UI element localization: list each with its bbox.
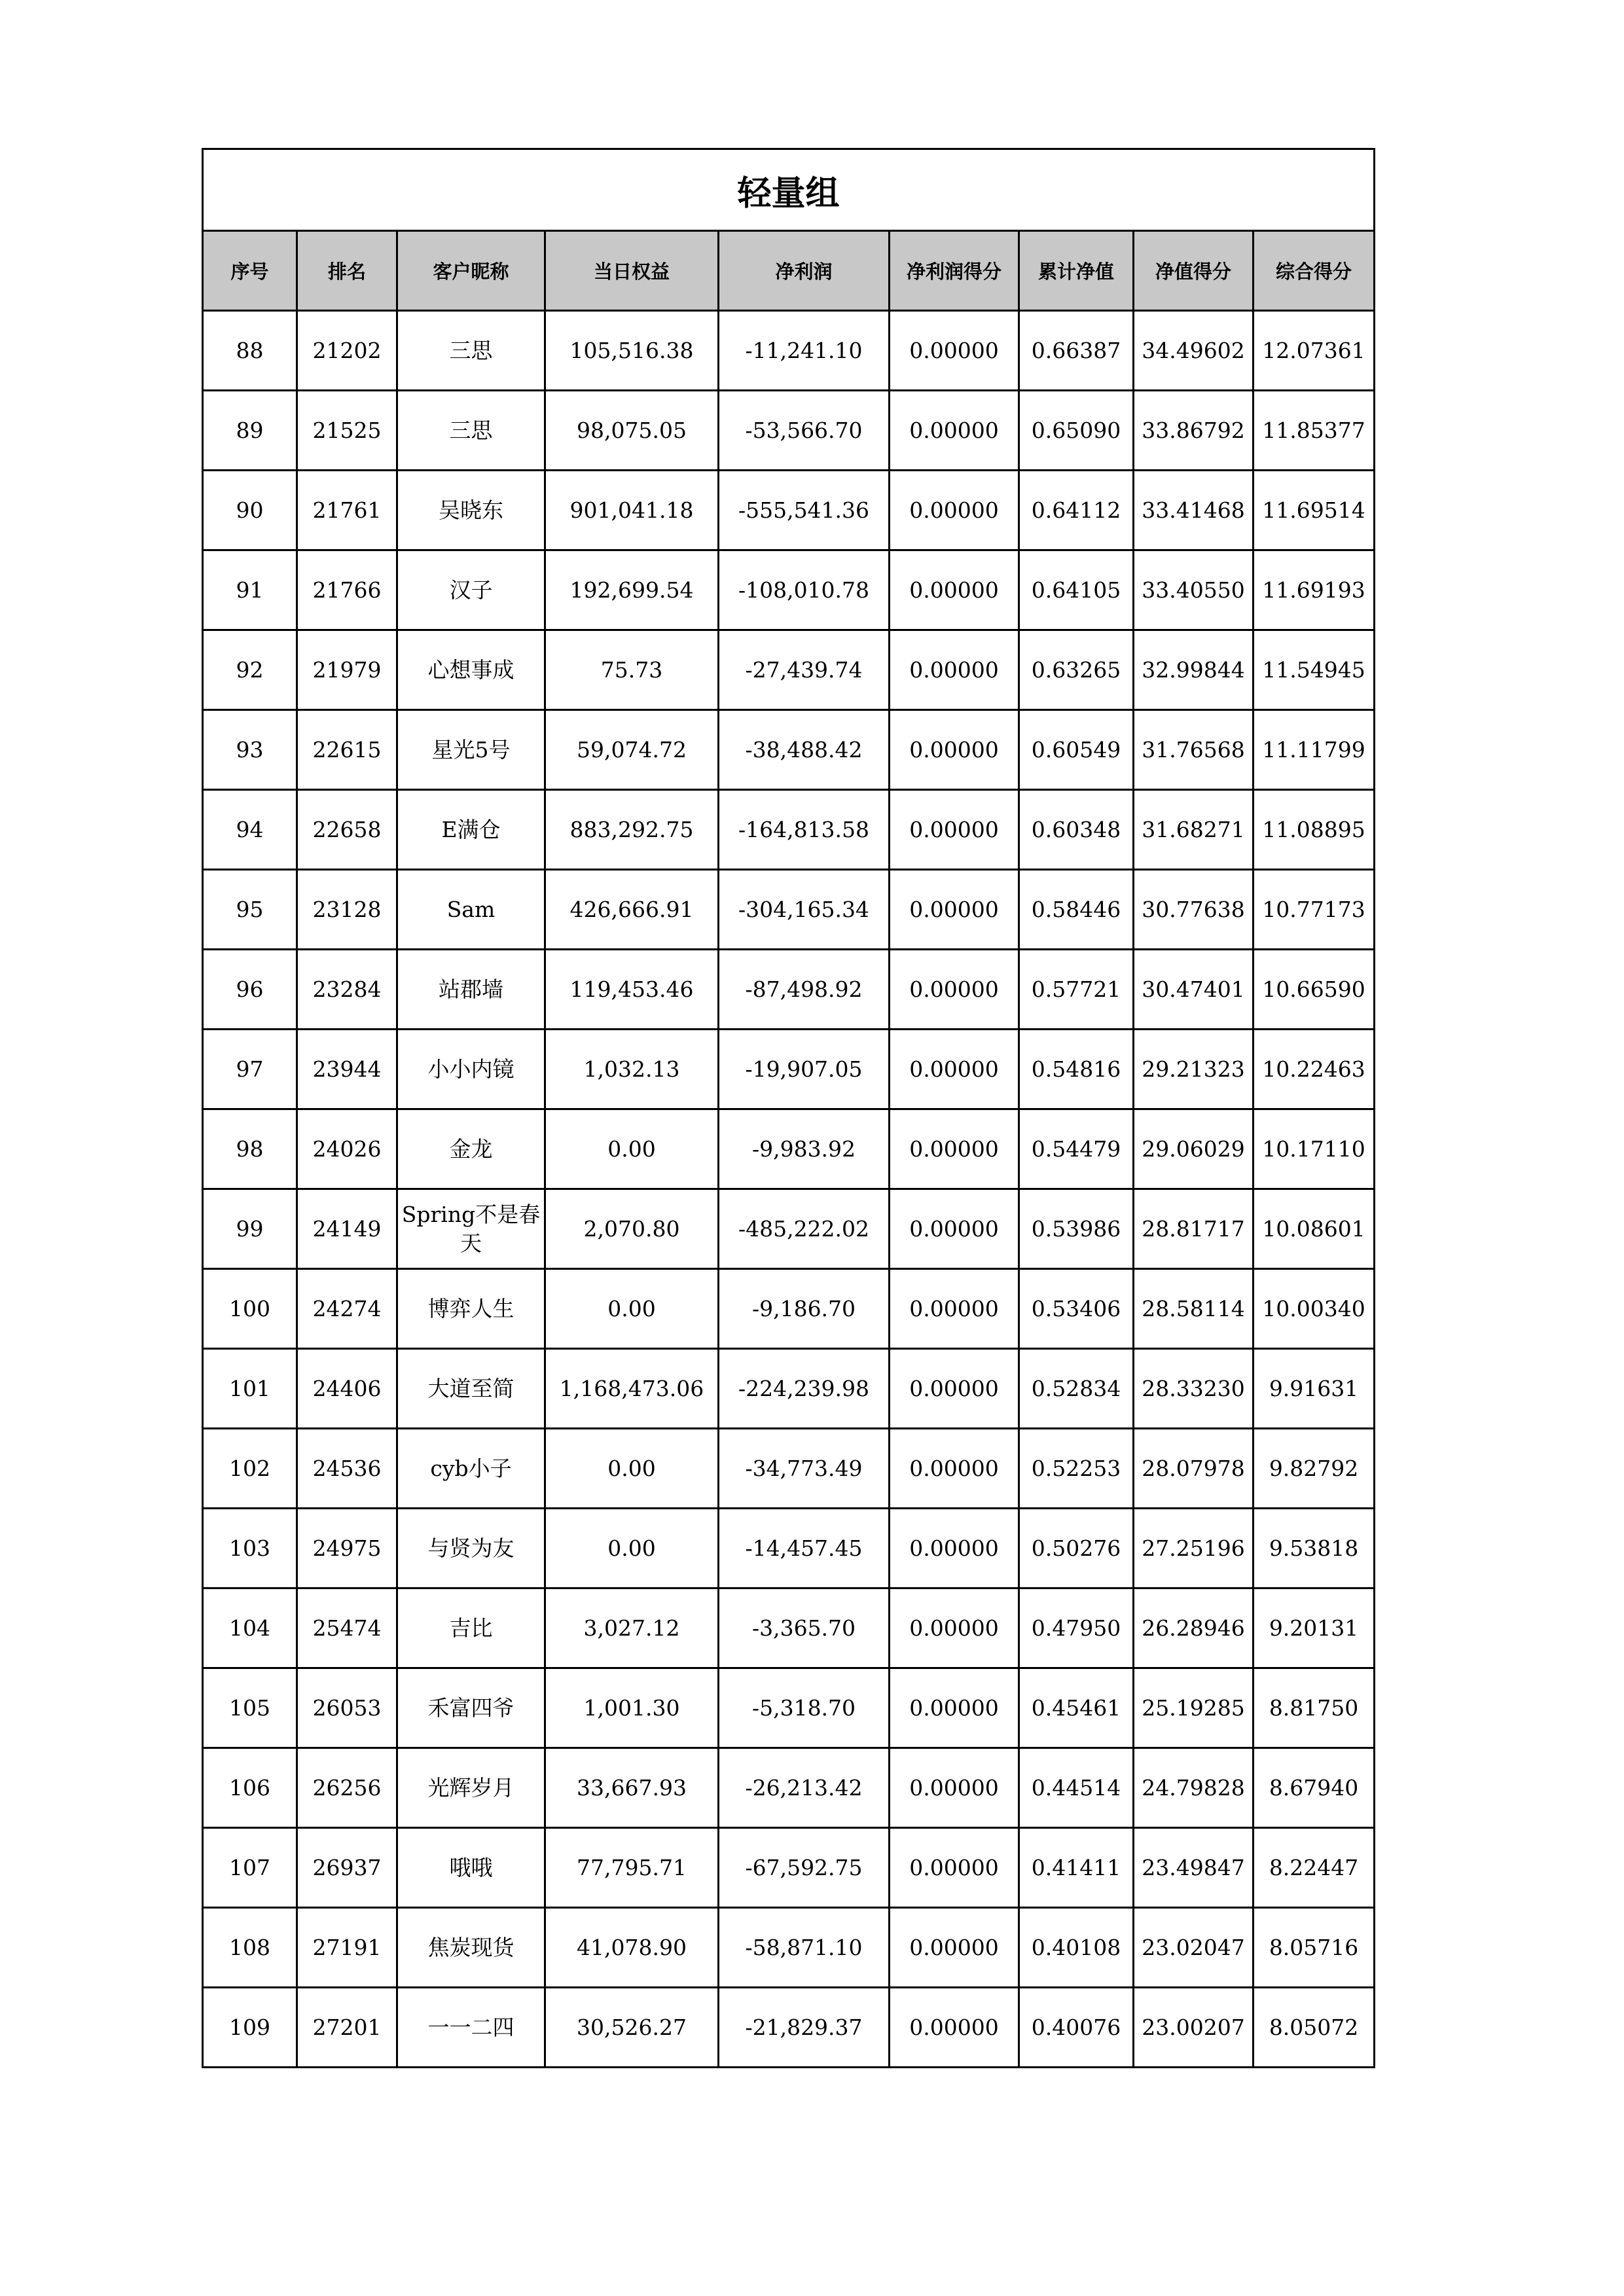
cell-equity: 192,699.54 xyxy=(545,550,719,630)
cell-total-score: 10.17110 xyxy=(1254,1109,1375,1189)
cell-rank: 23944 xyxy=(297,1030,397,1109)
cell-net-profit: -5,318.70 xyxy=(719,1668,890,1748)
cell-net-profit: -87,498.92 xyxy=(719,950,890,1030)
table-row xyxy=(203,1908,1375,1988)
column-header-net-profit: 净利润 xyxy=(719,231,890,311)
cell-nav-score: 28.81717 xyxy=(1134,1189,1254,1269)
cell-net-profit: -26,213.42 xyxy=(719,1748,890,1828)
cell-seq: 97 xyxy=(203,1030,297,1109)
table-row xyxy=(203,710,1375,790)
cell-nickname: 哦哦 xyxy=(397,1828,545,1908)
cell-total-score: 8.22447 xyxy=(1254,1828,1375,1908)
cell-nickname: 博弈人生 xyxy=(397,1269,545,1349)
cell-seq: 96 xyxy=(203,950,297,1030)
cell-cum-nav: 0.53986 xyxy=(1019,1189,1134,1269)
cell-nav-score: 31.76568 xyxy=(1134,710,1254,790)
cell-seq: 95 xyxy=(203,870,297,950)
table-row xyxy=(203,1509,1375,1588)
table-row xyxy=(203,1269,1375,1349)
cell-net-profit: -14,457.45 xyxy=(719,1509,890,1588)
cell-nav-score: 26.28946 xyxy=(1134,1588,1254,1668)
cell-net-profit: -67,592.75 xyxy=(719,1828,890,1908)
cell-seq: 99 xyxy=(203,1189,297,1269)
table-row xyxy=(203,1668,1375,1748)
cell-seq: 88 xyxy=(203,311,297,391)
cell-net-profit-score: 0.00000 xyxy=(890,1748,1019,1828)
cell-rank: 26937 xyxy=(297,1828,397,1908)
cell-seq: 89 xyxy=(203,391,297,471)
cell-net-profit: -224,239.98 xyxy=(719,1349,890,1429)
column-header-seq: 序号 xyxy=(203,231,297,311)
cell-nickname: Spring不是春天 xyxy=(397,1189,545,1269)
cell-nickname: 三思 xyxy=(397,311,545,391)
cell-total-score: 11.69193 xyxy=(1254,550,1375,630)
cell-rank: 21979 xyxy=(297,630,397,710)
cell-equity: 119,453.46 xyxy=(545,950,719,1030)
cell-nav-score: 27.25196 xyxy=(1134,1509,1254,1588)
cell-cum-nav: 0.45461 xyxy=(1019,1668,1134,1748)
cell-nav-score: 24.79828 xyxy=(1134,1748,1254,1828)
cell-total-score: 10.00340 xyxy=(1254,1269,1375,1349)
cell-cum-nav: 0.60348 xyxy=(1019,790,1134,870)
cell-nav-score: 31.68271 xyxy=(1134,790,1254,870)
cell-total-score: 12.07361 xyxy=(1254,311,1375,391)
cell-seq: 102 xyxy=(203,1429,297,1509)
cell-nickname: 一一二四 xyxy=(397,1988,545,2068)
cell-equity: 41,078.90 xyxy=(545,1908,719,1988)
cell-seq: 104 xyxy=(203,1588,297,1668)
cell-net-profit-score: 0.00000 xyxy=(890,710,1019,790)
cell-cum-nav: 0.40076 xyxy=(1019,1988,1134,2068)
cell-equity: 59,074.72 xyxy=(545,710,719,790)
table-row xyxy=(203,630,1375,710)
cell-nickname: 站郡墙 xyxy=(397,950,545,1030)
cell-nav-score: 28.58114 xyxy=(1134,1269,1254,1349)
cell-equity: 105,516.38 xyxy=(545,311,719,391)
cell-total-score: 8.05716 xyxy=(1254,1908,1375,1988)
cell-rank: 24536 xyxy=(297,1429,397,1509)
cell-nickname: 与贤为友 xyxy=(397,1509,545,1588)
cell-seq: 106 xyxy=(203,1748,297,1828)
cell-cum-nav: 0.44514 xyxy=(1019,1748,1134,1828)
cell-total-score: 10.22463 xyxy=(1254,1030,1375,1109)
table-row xyxy=(203,1189,1375,1269)
cell-total-score: 11.08895 xyxy=(1254,790,1375,870)
cell-total-score: 9.91631 xyxy=(1254,1349,1375,1429)
cell-nav-score: 33.40550 xyxy=(1134,550,1254,630)
cell-equity: 3,027.12 xyxy=(545,1588,719,1668)
cell-net-profit: -485,222.02 xyxy=(719,1189,890,1269)
cell-cum-nav: 0.57721 xyxy=(1019,950,1134,1030)
cell-nickname: 吉比 xyxy=(397,1588,545,1668)
cell-equity: 1,001.30 xyxy=(545,1668,719,1748)
cell-rank: 23284 xyxy=(297,950,397,1030)
cell-net-profit-score: 0.00000 xyxy=(890,391,1019,471)
cell-nickname: 禾富四爷 xyxy=(397,1668,545,1748)
table-row xyxy=(203,870,1375,950)
cell-equity: 77,795.71 xyxy=(545,1828,719,1908)
cell-net-profit: -21,829.37 xyxy=(719,1988,890,2068)
table-row xyxy=(203,1748,1375,1828)
cell-nickname: 光辉岁月 xyxy=(397,1748,545,1828)
table-row xyxy=(203,1349,1375,1429)
cell-equity: 1,032.13 xyxy=(545,1030,719,1109)
cell-net-profit: -304,165.34 xyxy=(719,870,890,950)
cell-cum-nav: 0.53406 xyxy=(1019,1269,1134,1349)
cell-net-profit: -9,186.70 xyxy=(719,1269,890,1349)
cell-net-profit-score: 0.00000 xyxy=(890,870,1019,950)
cell-cum-nav: 0.40108 xyxy=(1019,1908,1134,1988)
cell-cum-nav: 0.65090 xyxy=(1019,391,1134,471)
cell-nickname: 汉子 xyxy=(397,550,545,630)
cell-equity: 30,526.27 xyxy=(545,1988,719,2068)
cell-net-profit-score: 0.00000 xyxy=(890,471,1019,550)
cell-equity: 1,168,473.06 xyxy=(545,1349,719,1429)
cell-seq: 92 xyxy=(203,630,297,710)
table-row xyxy=(203,550,1375,630)
cell-cum-nav: 0.50276 xyxy=(1019,1509,1134,1588)
cell-nav-score: 25.19285 xyxy=(1134,1668,1254,1748)
cell-nickname: cyb小子 xyxy=(397,1429,545,1509)
cell-rank: 24975 xyxy=(297,1509,397,1588)
cell-equity: 2,070.80 xyxy=(545,1189,719,1269)
cell-seq: 94 xyxy=(203,790,297,870)
cell-cum-nav: 0.54816 xyxy=(1019,1030,1134,1109)
table-body xyxy=(203,311,1375,2068)
cell-net-profit: -555,541.36 xyxy=(719,471,890,550)
cell-net-profit: -108,010.78 xyxy=(719,550,890,630)
cell-nav-score: 23.49847 xyxy=(1134,1828,1254,1908)
cell-rank: 26256 xyxy=(297,1748,397,1828)
cell-net-profit-score: 0.00000 xyxy=(890,790,1019,870)
cell-seq: 93 xyxy=(203,710,297,790)
cell-net-profit-score: 0.00000 xyxy=(890,1030,1019,1109)
table-row xyxy=(203,950,1375,1030)
cell-equity: 0.00 xyxy=(545,1109,719,1189)
cell-total-score: 10.08601 xyxy=(1254,1189,1375,1269)
cell-seq: 101 xyxy=(203,1349,297,1429)
table-row xyxy=(203,1030,1375,1109)
cell-net-profit: -53,566.70 xyxy=(719,391,890,471)
ranking-table xyxy=(202,148,1375,2068)
cell-net-profit-score: 0.00000 xyxy=(890,1828,1019,1908)
table-row xyxy=(203,1988,1375,2068)
cell-net-profit: -27,439.74 xyxy=(719,630,890,710)
cell-total-score: 11.54945 xyxy=(1254,630,1375,710)
cell-seq: 103 xyxy=(203,1509,297,1588)
cell-equity: 0.00 xyxy=(545,1429,719,1509)
table-row xyxy=(203,311,1375,391)
cell-net-profit: -34,773.49 xyxy=(719,1429,890,1509)
cell-cum-nav: 0.47950 xyxy=(1019,1588,1134,1668)
cell-rank: 21766 xyxy=(297,550,397,630)
cell-cum-nav: 0.64105 xyxy=(1019,550,1134,630)
cell-nav-score: 28.07978 xyxy=(1134,1429,1254,1509)
cell-seq: 105 xyxy=(203,1668,297,1748)
cell-equity: 901,041.18 xyxy=(545,471,719,550)
cell-equity: 0.00 xyxy=(545,1269,719,1349)
cell-net-profit-score: 0.00000 xyxy=(890,630,1019,710)
cell-total-score: 10.77173 xyxy=(1254,870,1375,950)
cell-net-profit-score: 0.00000 xyxy=(890,550,1019,630)
cell-total-score: 11.85377 xyxy=(1254,391,1375,471)
cell-net-profit-score: 0.00000 xyxy=(890,1988,1019,2068)
cell-rank: 22615 xyxy=(297,710,397,790)
cell-rank: 27191 xyxy=(297,1908,397,1988)
cell-nav-score: 30.47401 xyxy=(1134,950,1254,1030)
cell-cum-nav: 0.60549 xyxy=(1019,710,1134,790)
cell-total-score: 10.66590 xyxy=(1254,950,1375,1030)
cell-rank: 25474 xyxy=(297,1588,397,1668)
cell-nickname: 金龙 xyxy=(397,1109,545,1189)
cell-nickname: 小小内镜 xyxy=(397,1030,545,1109)
cell-nav-score: 30.77638 xyxy=(1134,870,1254,950)
table-title: 轻量组 xyxy=(203,149,1375,231)
cell-rank: 21202 xyxy=(297,311,397,391)
column-header-total-score: 综合得分 xyxy=(1254,231,1375,311)
cell-nav-score: 28.33230 xyxy=(1134,1349,1254,1429)
table-row xyxy=(203,790,1375,870)
cell-cum-nav: 0.41411 xyxy=(1019,1828,1134,1908)
cell-net-profit: -11,241.10 xyxy=(719,311,890,391)
cell-net-profit: -3,365.70 xyxy=(719,1588,890,1668)
cell-net-profit-score: 0.00000 xyxy=(890,1429,1019,1509)
cell-cum-nav: 0.63265 xyxy=(1019,630,1134,710)
column-header-rank: 排名 xyxy=(297,231,397,311)
cell-nickname: Sam xyxy=(397,870,545,950)
table-row xyxy=(203,391,1375,471)
cell-rank: 24026 xyxy=(297,1109,397,1189)
cell-seq: 98 xyxy=(203,1109,297,1189)
cell-nav-score: 34.49602 xyxy=(1134,311,1254,391)
column-header-row xyxy=(203,231,1375,311)
cell-nickname: 大道至简 xyxy=(397,1349,545,1429)
column-header-cum-nav: 累计净值 xyxy=(1019,231,1134,311)
column-header-nickname: 客户昵称 xyxy=(397,231,545,311)
cell-seq: 107 xyxy=(203,1828,297,1908)
cell-seq: 91 xyxy=(203,550,297,630)
cell-cum-nav: 0.54479 xyxy=(1019,1109,1134,1189)
cell-rank: 21761 xyxy=(297,471,397,550)
cell-seq: 109 xyxy=(203,1988,297,2068)
cell-equity: 75.73 xyxy=(545,630,719,710)
cell-rank: 21525 xyxy=(297,391,397,471)
cell-rank: 22658 xyxy=(297,790,397,870)
cell-nickname: 星光5号 xyxy=(397,710,545,790)
cell-net-profit-score: 0.00000 xyxy=(890,1509,1019,1588)
table-row xyxy=(203,471,1375,550)
cell-nickname: 吴晓东 xyxy=(397,471,545,550)
cell-net-profit: -38,488.42 xyxy=(719,710,890,790)
cell-total-score: 9.53818 xyxy=(1254,1509,1375,1588)
cell-cum-nav: 0.64112 xyxy=(1019,471,1134,550)
cell-nickname: 焦炭现货 xyxy=(397,1908,545,1988)
cell-net-profit-score: 0.00000 xyxy=(890,1269,1019,1349)
cell-equity: 0.00 xyxy=(545,1509,719,1588)
cell-nav-score: 29.21323 xyxy=(1134,1030,1254,1109)
cell-cum-nav: 0.66387 xyxy=(1019,311,1134,391)
cell-nav-score: 32.99844 xyxy=(1134,630,1254,710)
cell-total-score: 9.82792 xyxy=(1254,1429,1375,1509)
column-header-net-profit-score: 净利润得分 xyxy=(890,231,1019,311)
cell-rank: 24274 xyxy=(297,1269,397,1349)
cell-cum-nav: 0.52253 xyxy=(1019,1429,1134,1509)
table-row xyxy=(203,1429,1375,1509)
cell-nickname: 三思 xyxy=(397,391,545,471)
cell-net-profit-score: 0.00000 xyxy=(890,950,1019,1030)
cell-net-profit-score: 0.00000 xyxy=(890,311,1019,391)
cell-rank: 24149 xyxy=(297,1189,397,1269)
cell-cum-nav: 0.58446 xyxy=(1019,870,1134,950)
cell-net-profit-score: 0.00000 xyxy=(890,1349,1019,1429)
cell-equity: 33,667.93 xyxy=(545,1748,719,1828)
cell-rank: 24406 xyxy=(297,1349,397,1429)
cell-nav-score: 23.00207 xyxy=(1134,1988,1254,2068)
table-row xyxy=(203,1588,1375,1668)
cell-total-score: 8.05072 xyxy=(1254,1988,1375,2068)
cell-total-score: 8.81750 xyxy=(1254,1668,1375,1748)
cell-total-score: 11.11799 xyxy=(1254,710,1375,790)
cell-total-score: 11.69514 xyxy=(1254,471,1375,550)
cell-nav-score: 23.02047 xyxy=(1134,1908,1254,1988)
column-header-equity: 当日权益 xyxy=(545,231,719,311)
cell-equity: 98,075.05 xyxy=(545,391,719,471)
cell-equity: 883,292.75 xyxy=(545,790,719,870)
cell-total-score: 9.20131 xyxy=(1254,1588,1375,1668)
cell-equity: 426,666.91 xyxy=(545,870,719,950)
cell-net-profit-score: 0.00000 xyxy=(890,1109,1019,1189)
cell-net-profit-score: 0.00000 xyxy=(890,1668,1019,1748)
cell-net-profit: -19,907.05 xyxy=(719,1030,890,1109)
cell-rank: 23128 xyxy=(297,870,397,950)
cell-seq: 90 xyxy=(203,471,297,550)
cell-nickname: 心想事成 xyxy=(397,630,545,710)
cell-nav-score: 33.41468 xyxy=(1134,471,1254,550)
cell-rank: 27201 xyxy=(297,1988,397,2068)
cell-nav-score: 33.86792 xyxy=(1134,391,1254,471)
cell-net-profit-score: 0.00000 xyxy=(890,1588,1019,1668)
cell-cum-nav: 0.52834 xyxy=(1019,1349,1134,1429)
cell-net-profit-score: 0.00000 xyxy=(890,1908,1019,1988)
cell-total-score: 8.67940 xyxy=(1254,1748,1375,1828)
column-header-nav-score: 净值得分 xyxy=(1134,231,1254,311)
cell-net-profit-score: 0.00000 xyxy=(890,1189,1019,1269)
cell-nav-score: 29.06029 xyxy=(1134,1109,1254,1189)
table-row xyxy=(203,1109,1375,1189)
ranking-sheet xyxy=(202,148,1373,2068)
cell-net-profit: -9,983.92 xyxy=(719,1109,890,1189)
table-row xyxy=(203,1828,1375,1908)
cell-rank: 26053 xyxy=(297,1668,397,1748)
cell-seq: 108 xyxy=(203,1908,297,1988)
cell-nickname: E满仓 xyxy=(397,790,545,870)
cell-net-profit: -164,813.58 xyxy=(719,790,890,870)
cell-seq: 100 xyxy=(203,1269,297,1349)
cell-net-profit: -58,871.10 xyxy=(719,1908,890,1988)
